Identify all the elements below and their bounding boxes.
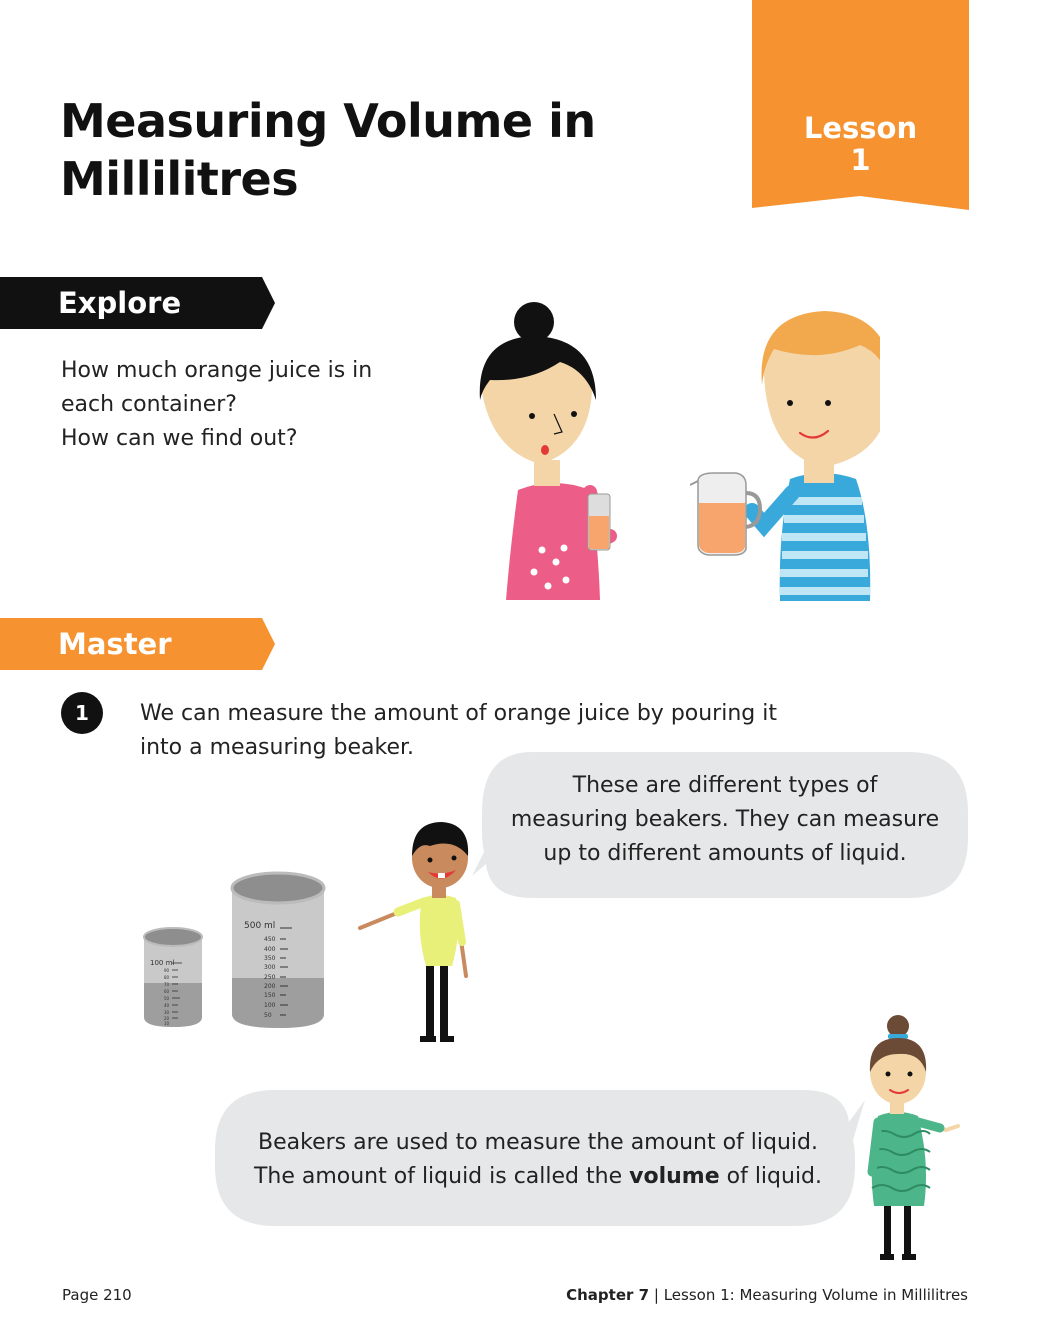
svg-text:50: 50 — [264, 1012, 272, 1019]
pointing-boy-illustration — [358, 812, 474, 1042]
svg-text:30: 30 — [164, 1010, 170, 1015]
footer-chapter: Chapter 7 — [566, 1286, 650, 1304]
bubble-line: Beakers are used to measure the amount of liquid. — [258, 1130, 818, 1155]
explore-question-line: each container? — [61, 392, 237, 417]
svg-text:90: 90 — [164, 968, 170, 973]
svg-text:80: 80 — [164, 975, 170, 980]
bubble-line: measuring beakers. They can measure — [510, 807, 940, 832]
svg-text:300: 300 — [264, 964, 276, 971]
svg-text:450: 450 — [264, 936, 276, 943]
lesson-badge — [752, 112, 969, 176]
svg-text:200: 200 — [264, 983, 276, 990]
explore-questions — [61, 354, 421, 456]
svg-text:50: 50 — [164, 996, 170, 1001]
volume-keyword: volume — [629, 1164, 720, 1189]
bubble-line: up to different amounts of liquid. — [543, 841, 907, 866]
question-number-badge: 1 — [61, 692, 103, 734]
footer-lesson-title: Lesson 1: Measuring Volume in Millilitres — [663, 1286, 968, 1304]
svg-text:20: 20 — [164, 1016, 170, 1021]
footer-chapter-info — [566, 1286, 968, 1304]
question-1-line: into a measuring beaker. — [140, 735, 415, 760]
bubble-line: These are different types of — [572, 773, 878, 798]
lesson-label: Lesson — [803, 111, 918, 145]
svg-text:400: 400 — [264, 946, 276, 953]
svg-text:70: 70 — [164, 982, 170, 987]
large-beaker-scale — [264, 936, 276, 1019]
footer-separator: | — [653, 1286, 659, 1304]
svg-text:100: 100 — [264, 1002, 276, 1009]
small-measuring-beaker — [140, 925, 206, 1029]
boy-with-jug-illustration — [690, 305, 880, 601]
girl-with-glass-illustration — [470, 300, 630, 600]
lesson-number: 1 — [850, 143, 871, 177]
svg-text:40: 40 — [164, 1003, 170, 1008]
explore-heading: Explore — [58, 286, 182, 320]
large-measuring-beaker — [228, 868, 328, 1030]
page-title: Measuring Volume in Millilitres — [60, 94, 596, 206]
small-beaker-scale — [164, 968, 170, 1026]
speech-bubble-2-text — [228, 1126, 848, 1194]
svg-text:150: 150 — [264, 992, 276, 999]
page-number: Page 210 — [62, 1286, 132, 1304]
svg-text:10: 10 — [164, 1021, 170, 1026]
svg-text:60: 60 — [164, 989, 170, 994]
master-heading: Master — [58, 627, 172, 661]
large-beaker-label: 500 ml — [244, 921, 276, 931]
explore-question-line: How much orange juice is in — [61, 358, 373, 383]
question-1-line: We can measure the amount of orange juice by pouring it — [140, 701, 777, 726]
girl-in-green-illustration — [850, 1012, 962, 1260]
small-beaker-label: 100 ml — [150, 959, 175, 967]
explore-question-line: How can we find out? — [61, 426, 298, 451]
speech-bubble-1-text — [488, 769, 962, 871]
bubble-line: The amount of liquid is called the volume of liquid. — [253, 1164, 823, 1189]
svg-text:350: 350 — [264, 955, 276, 962]
lesson-flag — [752, 0, 969, 210]
svg-text:250: 250 — [264, 974, 276, 981]
